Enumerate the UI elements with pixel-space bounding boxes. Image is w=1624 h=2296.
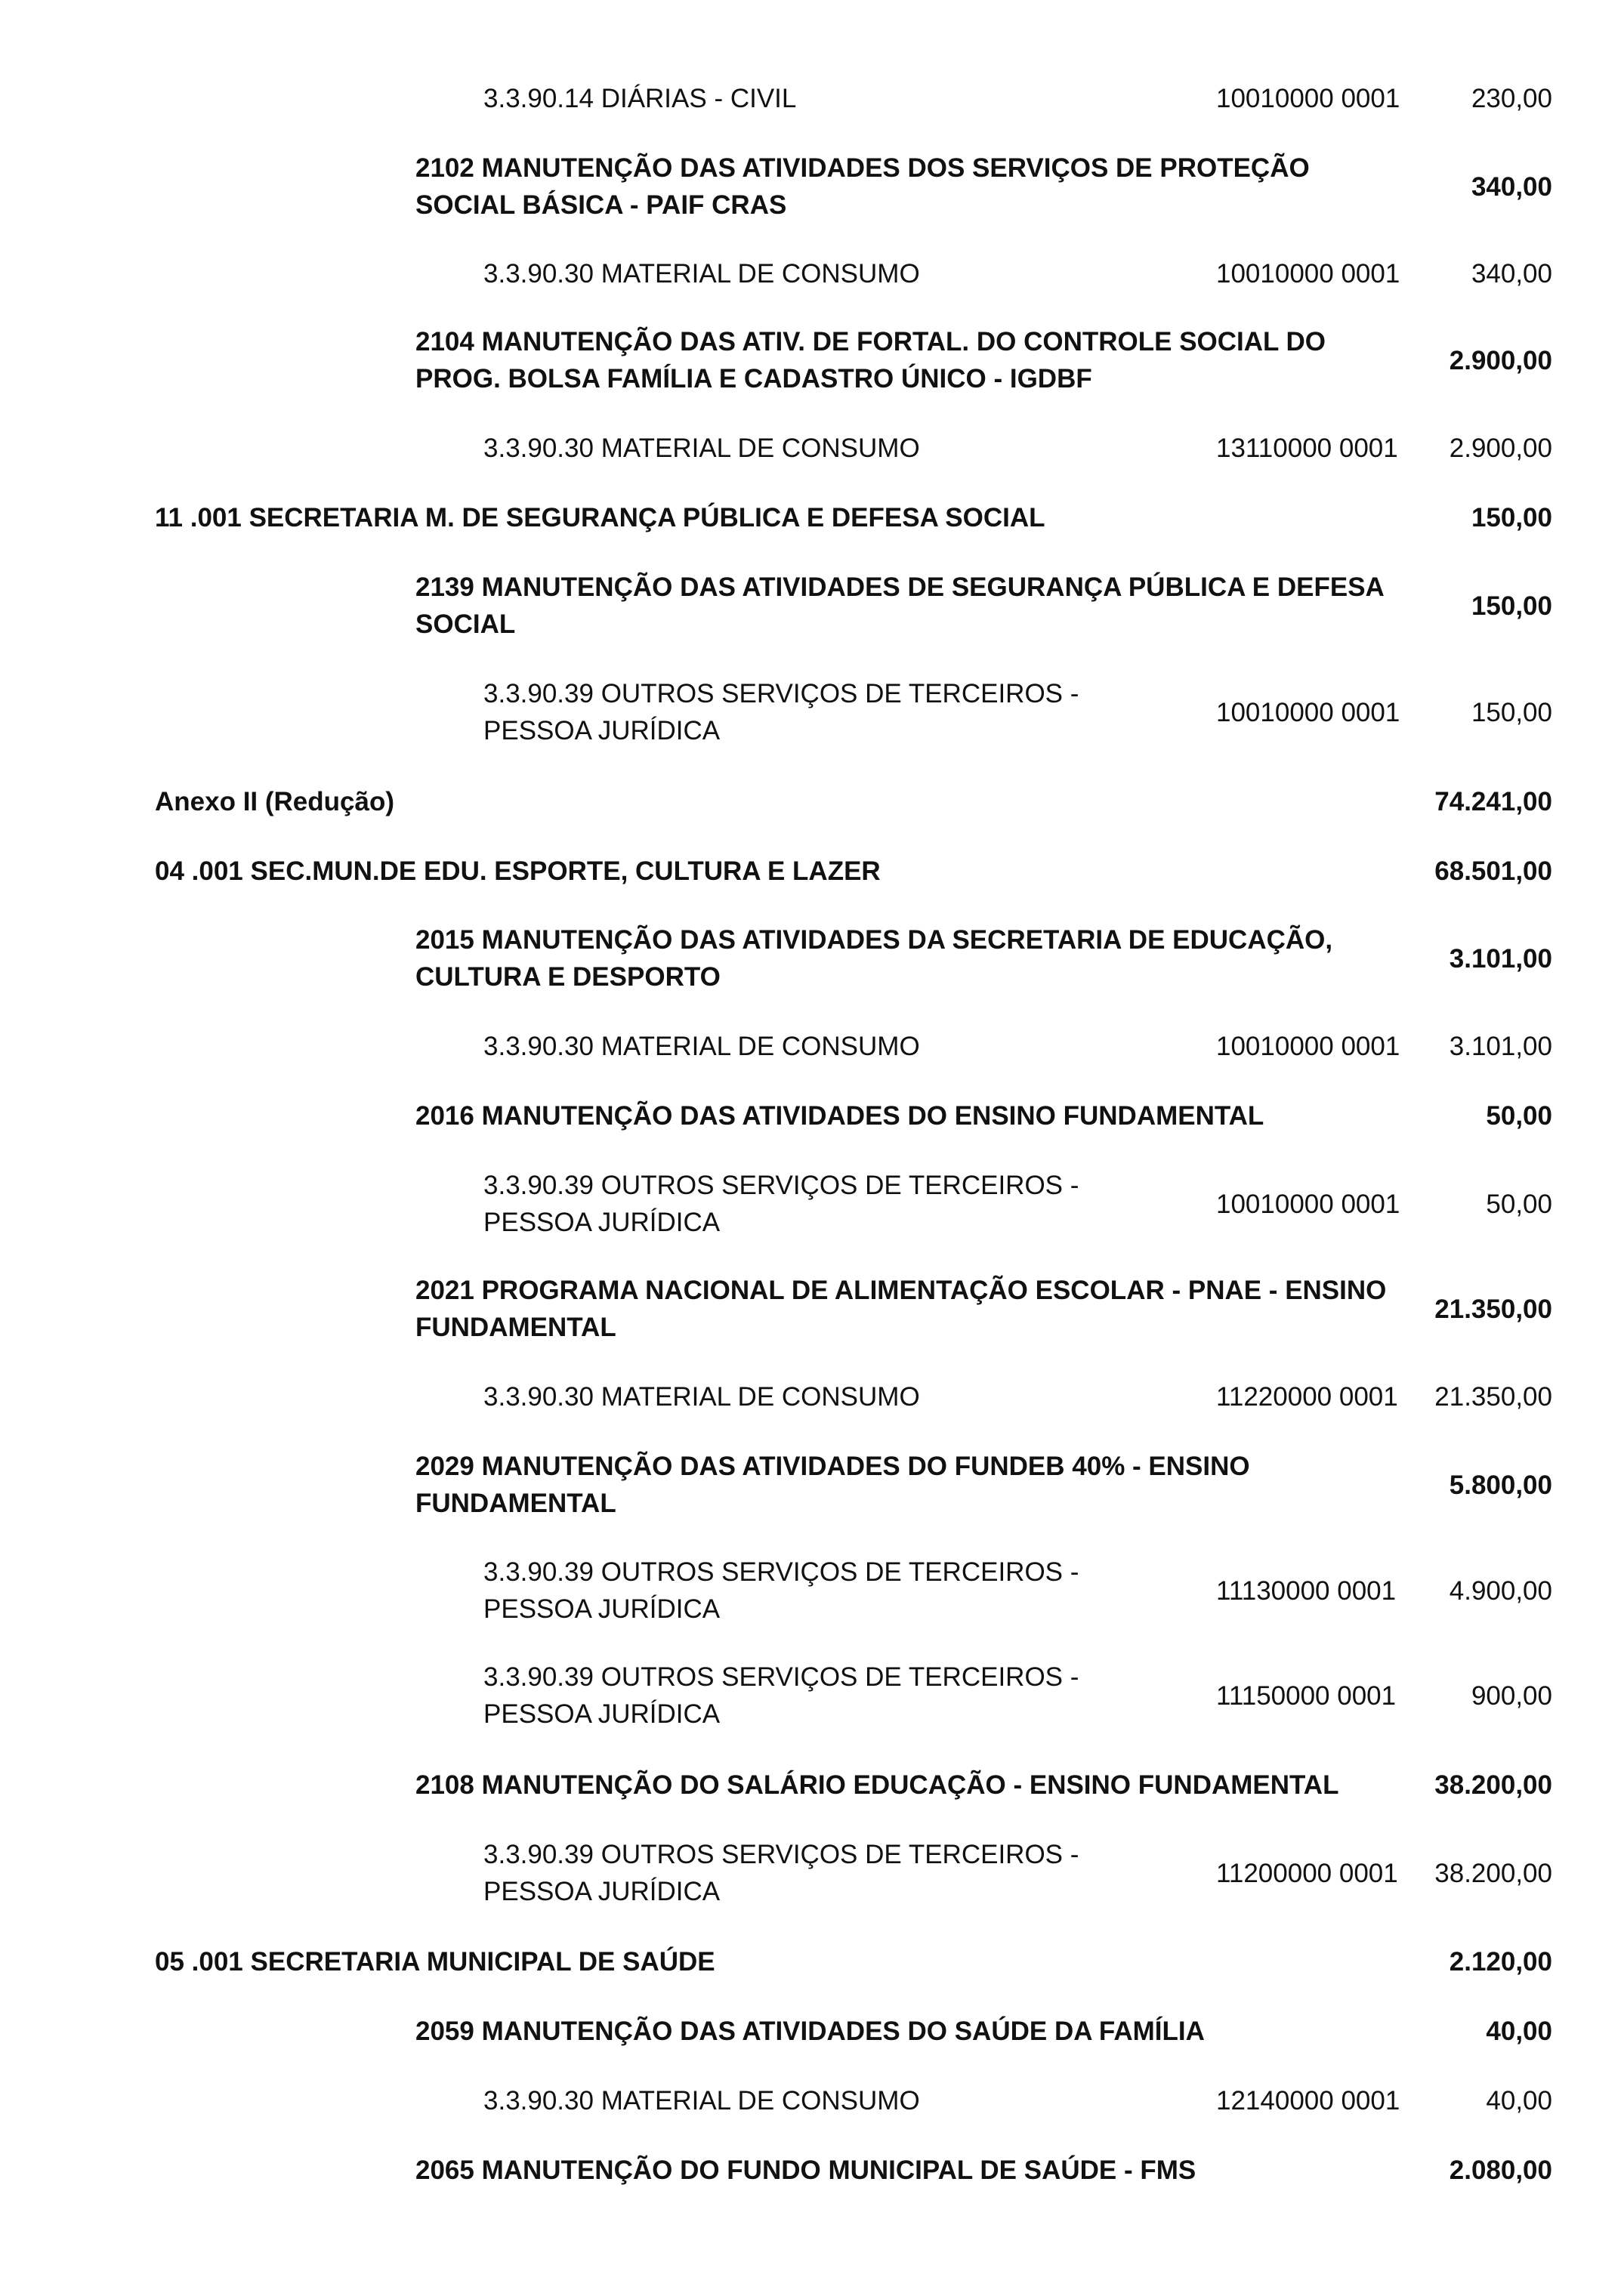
resource-code: 12140000 0001 bbox=[1216, 2085, 1400, 2115]
description-line: 3.3.90.30 MATERIAL DE CONSUMO bbox=[483, 2085, 920, 2115]
row-description bbox=[483, 1378, 1201, 1415]
row-description bbox=[483, 430, 1201, 467]
row-description bbox=[155, 1943, 1379, 1980]
description-line: 3.3.90.39 OUTROS SERVIÇOS DE TERCEIROS - bbox=[483, 1662, 1079, 1692]
description-line: 2104 MANUTENÇÃO DAS ATIV. DE FORTAL. DO CONTROLE SOCIAL DO bbox=[415, 327, 1326, 356]
annex-total-row bbox=[0, 783, 1624, 820]
resource-code: 11150000 0001 bbox=[1216, 1680, 1397, 1711]
row-description bbox=[415, 1272, 1431, 1346]
description-line: 2108 MANUTENÇÃO DO SALÁRIO EDUCAÇÃO - ENSINO FUNDAMENTAL bbox=[415, 1770, 1339, 1800]
description-line: 2021 PROGRAMA NACIONAL DE ALIMENTAÇÃO ESCOLAR - PNAE - ENSINO bbox=[415, 1276, 1387, 1305]
action-row bbox=[0, 323, 1624, 397]
description-line: 2139 MANUTENÇÃO DAS ATIVIDADES DE SEGURANÇA PÚBLICA E DEFESA bbox=[415, 572, 1385, 602]
action-row bbox=[0, 921, 1624, 995]
amount-value: 21.350,00 bbox=[1434, 1381, 1552, 1412]
resource-code: 10010000 0001 bbox=[1216, 83, 1400, 113]
action-row bbox=[0, 1272, 1624, 1346]
row-description bbox=[483, 80, 1201, 117]
organ-row bbox=[0, 499, 1624, 536]
description-line: FUNDAMENTAL bbox=[415, 1313, 616, 1342]
amount-value: 2.080,00 bbox=[1449, 2155, 1552, 2185]
description-line: 3.3.90.30 MATERIAL DE CONSUMO bbox=[483, 433, 920, 463]
amount-value: 3.101,00 bbox=[1449, 943, 1552, 974]
organ-row bbox=[0, 1943, 1624, 1980]
description-line: PESSOA JURÍDICA bbox=[483, 1594, 721, 1624]
description-line: 3.3.90.39 OUTROS SERVIÇOS DE TERCEIROS - bbox=[483, 679, 1079, 708]
amount-value: 40,00 bbox=[1486, 2016, 1552, 2046]
resource-code: 10010000 0001 bbox=[1216, 258, 1400, 289]
amount-value: 150,00 bbox=[1471, 502, 1552, 532]
expense-row bbox=[0, 80, 1624, 117]
expense-row bbox=[0, 1659, 1624, 1733]
row-description bbox=[155, 853, 1379, 890]
row-description bbox=[415, 1767, 1431, 1804]
description-line: 05 .001 SECRETARIA MUNICIPAL DE SAÚDE bbox=[155, 1946, 715, 1977]
description-line: PROG. BOLSA FAMÍLIA E CADASTRO ÚNICO - IGDBF bbox=[415, 364, 1092, 393]
row-description bbox=[415, 2152, 1431, 2189]
description-line: PESSOA JURÍDICA bbox=[483, 1877, 721, 1906]
amount-value: 340,00 bbox=[1471, 258, 1552, 289]
row-description bbox=[415, 323, 1431, 397]
row-description bbox=[483, 675, 1201, 749]
amount-value: 340,00 bbox=[1471, 171, 1552, 202]
row-description bbox=[415, 2013, 1431, 2050]
description-line: 2102 MANUTENÇÃO DAS ATIVIDADES DOS SERVIÇOS DE PROTEÇÃO bbox=[415, 153, 1310, 183]
action-row bbox=[0, 2152, 1624, 2189]
amount-value: 2.900,00 bbox=[1449, 433, 1552, 463]
expense-row bbox=[0, 1836, 1624, 1910]
row-description bbox=[415, 1097, 1431, 1134]
expense-row bbox=[0, 675, 1624, 749]
amount-value: 900,00 bbox=[1471, 1680, 1552, 1711]
description-line: 3.3.90.39 OUTROS SERVIÇOS DE TERCEIROS - bbox=[483, 1557, 1079, 1587]
action-row bbox=[0, 1448, 1624, 1522]
amount-value: 68.501,00 bbox=[1434, 856, 1552, 886]
resource-code: 11200000 0001 bbox=[1216, 1858, 1398, 1888]
description-line: FUNDAMENTAL bbox=[415, 1489, 616, 1518]
expense-row bbox=[0, 2082, 1624, 2119]
resource-code: 11130000 0001 bbox=[1216, 1575, 1397, 1606]
description-line: SOCIAL BÁSICA - PAIF CRAS bbox=[415, 190, 787, 220]
amount-value: 5.800,00 bbox=[1449, 1470, 1552, 1500]
action-row bbox=[0, 1097, 1624, 1134]
row-description bbox=[415, 921, 1431, 995]
description-line: 2065 MANUTENÇÃO DO FUNDO MUNICIPAL DE SAÚDE - FMS bbox=[415, 2155, 1196, 2185]
row-description bbox=[483, 1836, 1201, 1910]
amount-value: 3.101,00 bbox=[1449, 1031, 1552, 1061]
action-row bbox=[0, 1767, 1624, 1804]
description-line: 3.3.90.39 OUTROS SERVIÇOS DE TERCEIROS - bbox=[483, 1840, 1079, 1869]
action-row bbox=[0, 150, 1624, 224]
description-line: 2015 MANUTENÇÃO DAS ATIVIDADES DA SECRETARIA DE EDUCAÇÃO, bbox=[415, 925, 1333, 955]
amount-value: 230,00 bbox=[1471, 83, 1552, 113]
description-line: 3.3.90.30 MATERIAL DE CONSUMO bbox=[483, 1031, 920, 1061]
resource-code: 10010000 0001 bbox=[1216, 697, 1400, 727]
description-line: PESSOA JURÍDICA bbox=[483, 1699, 721, 1729]
row-description bbox=[415, 150, 1431, 224]
organ-row bbox=[0, 853, 1624, 890]
amount-value: 50,00 bbox=[1486, 1100, 1552, 1131]
description-line: PESSOA JURÍDICA bbox=[483, 1208, 721, 1237]
row-description bbox=[483, 1028, 1201, 1065]
expense-row bbox=[0, 1167, 1624, 1241]
expense-row bbox=[0, 430, 1624, 467]
row-description bbox=[415, 569, 1431, 643]
amount-value: 150,00 bbox=[1471, 591, 1552, 621]
resource-code: 13110000 0001 bbox=[1216, 433, 1398, 463]
description-line: 2029 MANUTENÇÃO DAS ATIVIDADES DO FUNDEB 40% - ENSINO bbox=[415, 1452, 1250, 1481]
row-description bbox=[415, 1448, 1431, 1522]
description-line: 3.3.90.30 MATERIAL DE CONSUMO bbox=[483, 1381, 920, 1412]
row-description bbox=[483, 255, 1201, 292]
description-line: 3.3.90.30 MATERIAL DE CONSUMO bbox=[483, 258, 920, 289]
description-line: 11 .001 SECRETARIA M. DE SEGURANÇA PÚBLICA E DEFESA SOCIAL bbox=[155, 502, 1045, 532]
amount-value: 50,00 bbox=[1486, 1189, 1552, 1219]
description-line: 2059 MANUTENÇÃO DAS ATIVIDADES DO SAÚDE DA FAMÍLIA bbox=[415, 2016, 1205, 2046]
row-description bbox=[483, 2082, 1201, 2119]
row-description bbox=[155, 499, 1379, 536]
resource-code: 10010000 0001 bbox=[1216, 1031, 1400, 1061]
description-line: 04 .001 SEC.MUN.DE EDU. ESPORTE, CULTURA E LAZER bbox=[155, 856, 881, 886]
expense-row bbox=[0, 255, 1624, 292]
amount-value: 2.900,00 bbox=[1449, 345, 1552, 375]
description-line: 2016 MANUTENÇÃO DAS ATIVIDADES DO ENSINO FUNDAMENTAL bbox=[415, 1100, 1264, 1131]
description-line: 3.3.90.14 DIÁRIAS - CIVIL bbox=[483, 83, 797, 113]
amount-value: 38.200,00 bbox=[1434, 1770, 1552, 1800]
description-line: CULTURA E DESPORTO bbox=[415, 962, 721, 992]
resource-code: 10010000 0001 bbox=[1216, 1189, 1400, 1219]
row-description bbox=[483, 1167, 1201, 1241]
action-row bbox=[0, 569, 1624, 643]
expense-row bbox=[0, 1028, 1624, 1065]
row-description bbox=[483, 1554, 1201, 1628]
amount-value: 2.120,00 bbox=[1449, 1946, 1552, 1977]
amount-value: 74.241,00 bbox=[1434, 786, 1552, 816]
amount-value: 150,00 bbox=[1471, 697, 1552, 727]
description-line: SOCIAL bbox=[415, 609, 516, 639]
action-row bbox=[0, 2013, 1624, 2050]
expense-row bbox=[0, 1554, 1624, 1628]
description-line: Anexo II (Redução) bbox=[155, 786, 394, 816]
amount-value: 4.900,00 bbox=[1449, 1575, 1552, 1606]
amount-value: 40,00 bbox=[1486, 2085, 1552, 2115]
description-line: 3.3.90.39 OUTROS SERVIÇOS DE TERCEIROS - bbox=[483, 1171, 1079, 1200]
expense-row bbox=[0, 1378, 1624, 1415]
row-description bbox=[483, 1659, 1201, 1733]
amount-value: 21.350,00 bbox=[1434, 1294, 1552, 1324]
amount-value: 38.200,00 bbox=[1434, 1858, 1552, 1888]
resource-code: 11220000 0001 bbox=[1216, 1381, 1398, 1412]
row-description bbox=[155, 783, 394, 820]
description-line: PESSOA JURÍDICA bbox=[483, 716, 721, 745]
